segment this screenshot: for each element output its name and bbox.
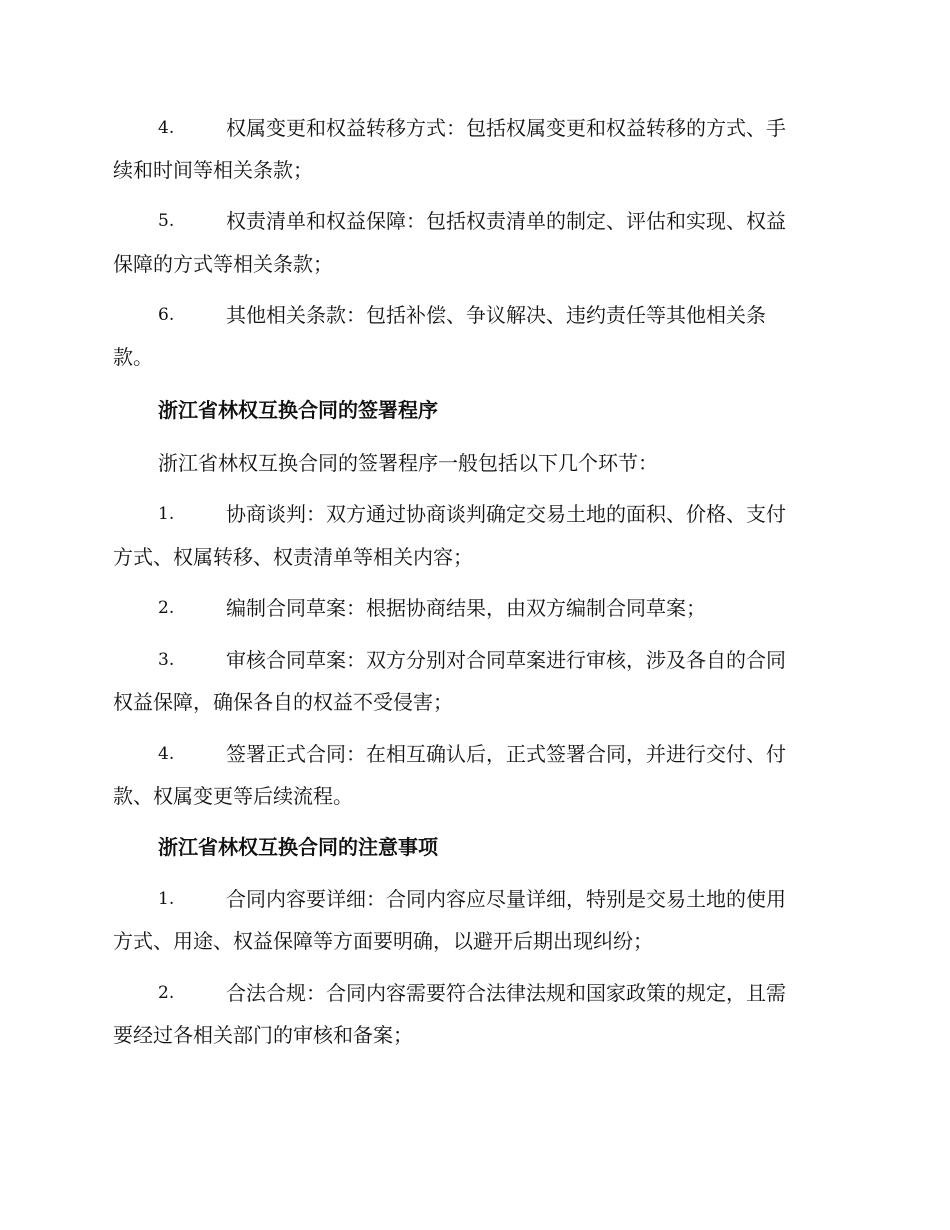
item-number: 2. bbox=[158, 598, 175, 618]
item-text-line: 权责清单和权益保障：包括权责清单的制定、评估和实现、权益 bbox=[226, 209, 786, 233]
item-text-line: 保障的方式等相关条款； bbox=[113, 252, 333, 276]
section-heading-notes: 浙江省林权互换合同的注意事项 bbox=[158, 835, 438, 859]
item-text-line: 审核合同草案：双方分别对合同草案进行审核，涉及各自的合同 bbox=[226, 648, 786, 672]
item-text-line: 其他相关条款：包括补偿、争议解决、违约责任等其他相关条 bbox=[226, 303, 766, 327]
item-number: 4. bbox=[158, 118, 175, 138]
item-text-line: 款。 bbox=[113, 345, 153, 369]
item-text-line: 款、权属变更等后续流程。 bbox=[113, 784, 353, 808]
item-number: 4. bbox=[158, 744, 175, 764]
item-text-line: 编制合同草案：根据协商结果，由双方编制合同草案； bbox=[226, 596, 706, 620]
item-text-line: 要经过各相关部门的审核和备案； bbox=[113, 1023, 413, 1047]
item-number: 5. bbox=[158, 211, 175, 231]
item-text-line: 权属变更和权益转移方式：包括权属变更和权益转移的方式、手 bbox=[226, 116, 786, 140]
item-text-line: 方式、用途、权益保障等方面要明确，以避开后期出现纠纷； bbox=[113, 929, 653, 953]
section-intro: 浙江省林权互换合同的签署程序一般包括以下几个环节： bbox=[158, 451, 658, 475]
item-number: 1. bbox=[158, 504, 175, 524]
item-number: 6. bbox=[158, 305, 175, 325]
item-number: 2. bbox=[158, 983, 175, 1003]
item-text-line: 合法合规：合同内容需要符合法律法规和国家政策的规定，且需 bbox=[226, 981, 786, 1005]
item-text-line: 签署正式合同：在相互确认后，正式签署合同，并进行交付、付 bbox=[226, 742, 786, 766]
item-number: 3. bbox=[158, 650, 175, 670]
item-text-line: 方式、权属转移、权责清单等相关内容； bbox=[113, 545, 473, 569]
item-text-line: 权益保障，确保各自的权益不受侵害； bbox=[113, 690, 453, 714]
item-text-line: 合同内容要详细：合同内容应尽量详细，特别是交易土地的使用 bbox=[226, 887, 786, 911]
item-text-line: 协商谈判：双方通过协商谈判确定交易土地的面积、价格、支付 bbox=[226, 502, 786, 526]
item-text-line: 续和时间等相关条款； bbox=[113, 158, 313, 182]
section-heading-signing: 浙江省林权互换合同的签署程序 bbox=[158, 398, 438, 422]
item-number: 1. bbox=[158, 889, 175, 909]
